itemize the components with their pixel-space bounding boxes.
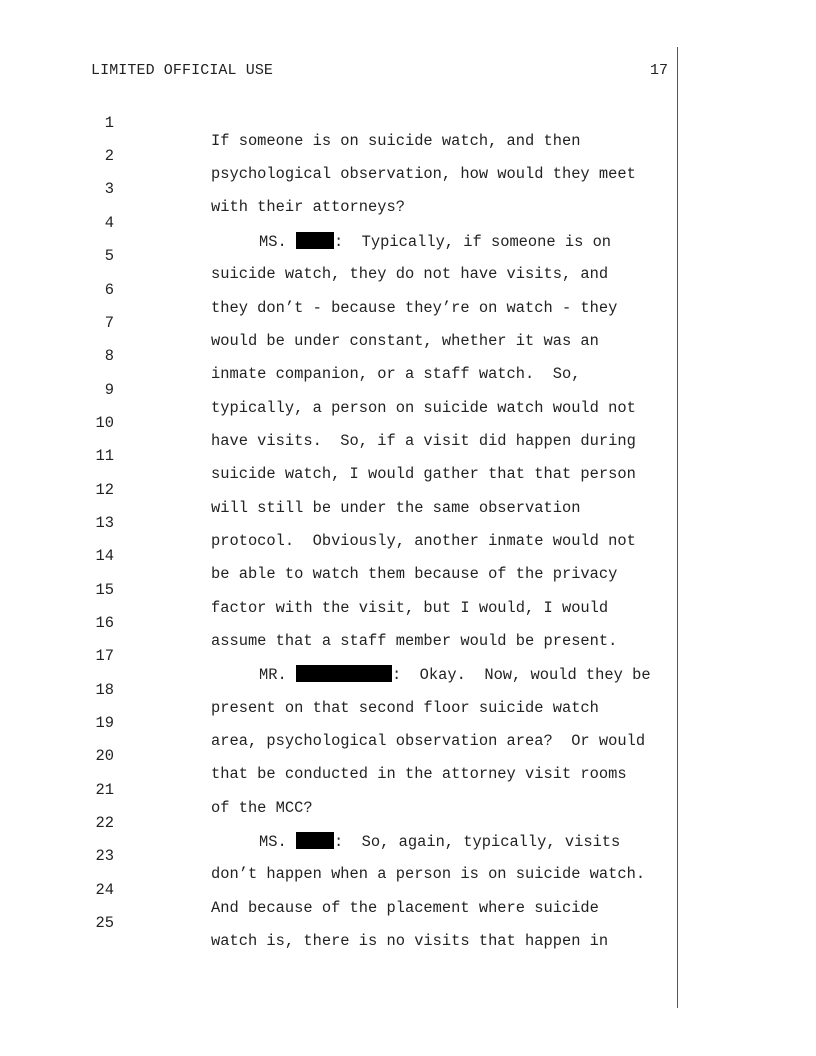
transcript-line — [0, 196, 680, 251]
line-text: inmate companion, or a staff watch. So, — [211, 365, 581, 383]
line-text: area, psychological observation area? Or would — [211, 732, 646, 750]
line-text: would be under constant, whether it was an — [211, 332, 599, 350]
transcript-line — [0, 229, 680, 283]
transcript-line — [0, 463, 680, 517]
transcript-line — [0, 829, 680, 883]
line-text: that be conducted in the attorney visit rooms — [211, 765, 627, 783]
line-text: watch is, there is no visits that happen in — [211, 932, 609, 950]
transcript-line — [0, 296, 680, 350]
line-text: present on that second floor suicide watch — [211, 699, 599, 717]
speaker-title: MS. — [259, 833, 287, 851]
transcript-line — [0, 763, 680, 817]
line-number: 23 — [95, 847, 114, 865]
line-number: 7 — [104, 314, 114, 332]
transcript-line — [0, 663, 680, 717]
transcript-line — [0, 729, 680, 783]
transcript-line — [0, 263, 680, 317]
transcript-line — [0, 796, 680, 851]
line-text: psychological observation, how would they meet — [211, 165, 636, 183]
line-number: 18 — [95, 681, 114, 699]
transcript-line — [0, 696, 680, 750]
line-text: factor with the visit, but I would, I would — [211, 599, 609, 617]
line-text: will still be under the same observation — [211, 499, 581, 517]
page-number: 17 — [649, 62, 668, 79]
line-number: 17 — [95, 647, 114, 665]
transcript-line — [0, 529, 680, 583]
transcript-line — [0, 496, 680, 550]
line-number: 8 — [104, 347, 114, 365]
line-number: 3 — [104, 180, 114, 198]
speaker-title: MR. — [259, 666, 287, 684]
line-text: of the MCC? — [211, 799, 313, 817]
line-text: If someone is on suicide watch, and then — [211, 132, 581, 150]
speaker-title: MS. — [259, 233, 287, 251]
line-number: 24 — [95, 881, 114, 899]
line-number: 15 — [95, 581, 114, 599]
line-number: 2 — [104, 147, 114, 165]
transcript-line — [0, 429, 680, 483]
line-number: 13 — [95, 514, 114, 532]
line-text: they don’t - because they’re on watch - they — [211, 299, 618, 317]
line-number: 25 — [95, 914, 114, 932]
line-text: And because of the placement where suicide — [211, 899, 599, 917]
transcript-line — [0, 863, 680, 917]
transcript-line — [0, 896, 680, 950]
transcript-line — [0, 563, 680, 617]
line-number: 22 — [95, 814, 114, 832]
line-number: 4 — [104, 214, 114, 232]
line-text: with their attorneys? — [211, 198, 405, 216]
line-text: : Okay. Now, would they be — [391, 666, 651, 684]
line-text: protocol. Obviously, another inmate would not — [211, 532, 636, 550]
line-number: 20 — [95, 747, 114, 765]
transcript-line — [0, 596, 680, 650]
line-number: 16 — [95, 614, 114, 632]
line-number: 5 — [104, 247, 114, 265]
line-number: 6 — [104, 281, 114, 299]
line-text: suicide watch, they do not have visits, and — [211, 265, 609, 283]
line-number: 19 — [95, 714, 114, 732]
transcript-line — [0, 329, 680, 383]
line-number: 14 — [95, 547, 114, 565]
transcript-line — [0, 363, 680, 417]
line-text: have visits. So, if a visit did happen during — [211, 432, 636, 450]
line-text: typically, a person on suicide watch would not — [211, 399, 636, 417]
transcript-line — [0, 396, 680, 450]
line-text: assume that a staff member would be present. — [211, 632, 618, 650]
line-text: suicide watch, I would gather that that person — [211, 465, 636, 483]
line-number: 21 — [95, 781, 114, 799]
transcript-line — [0, 129, 680, 183]
transcript-line — [0, 162, 680, 216]
transcript-line — [0, 629, 680, 684]
line-text: don’t happen when a person is on suicide watch. — [211, 865, 646, 883]
line-number: 11 — [95, 447, 114, 465]
classification-marking: LIMITED OFFICIAL USE — [91, 62, 274, 79]
line-number: 1 — [104, 114, 114, 132]
line-text: : Typically, if someone is on — [333, 233, 612, 251]
line-number: 10 — [95, 414, 114, 432]
line-number: 12 — [95, 481, 114, 499]
line-text: be able to watch them because of the privacy — [211, 565, 618, 583]
line-number: 9 — [104, 381, 114, 399]
line-text: : So, again, typically, visits — [333, 833, 621, 851]
transcript-line — [0, 96, 680, 150]
